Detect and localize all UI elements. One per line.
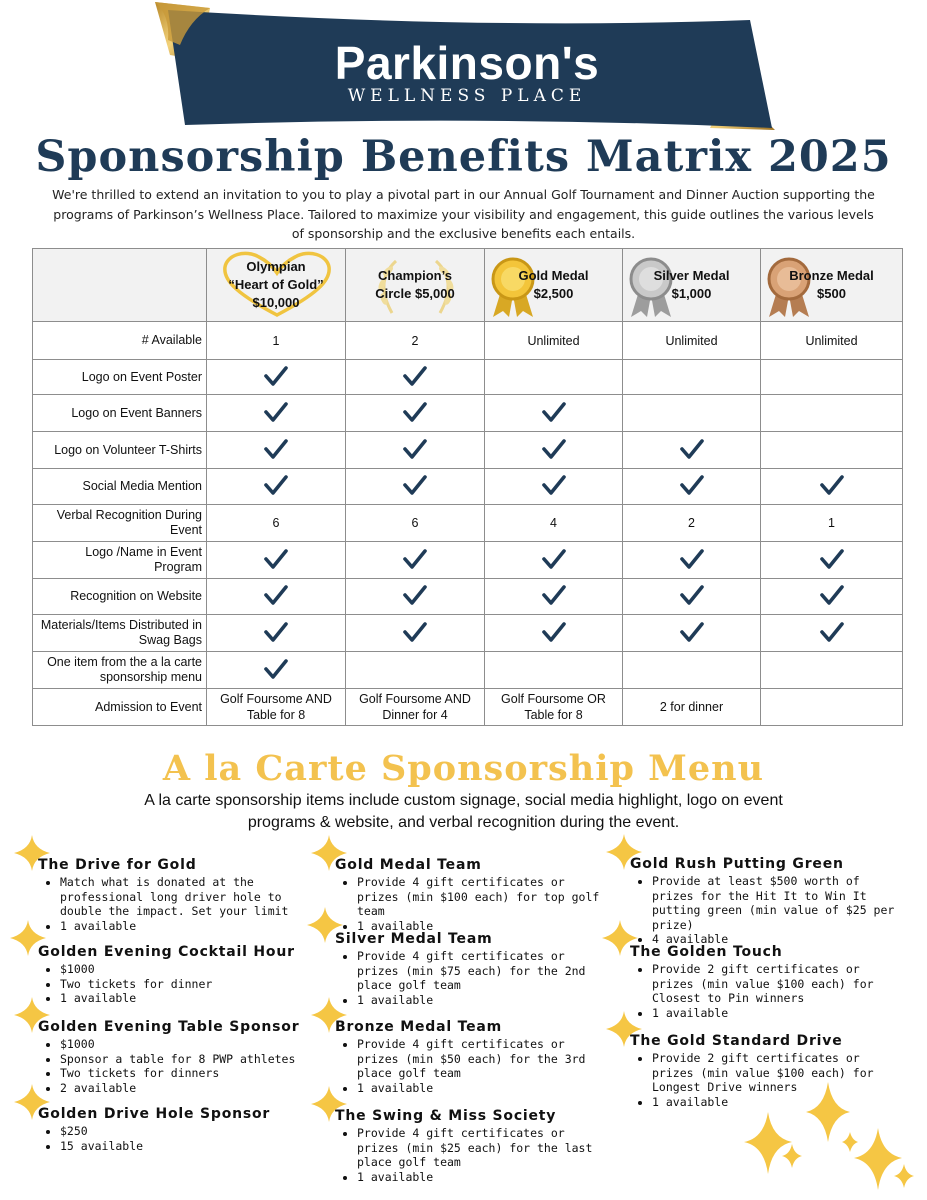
menu-item-bullets: [38, 875, 308, 933]
check-cell: [623, 542, 761, 579]
check-cell: [623, 432, 761, 469]
sparkle-icon: [307, 907, 343, 943]
menu-bullet: • Provide 4 gift certificates or prizes (min $100 each) for top golf team: [357, 875, 600, 919]
menu-item-title: Gold Rush Putting Green: [630, 856, 844, 872]
table-row: [33, 395, 903, 432]
checkmark-icon: [264, 584, 288, 606]
row-label: Logo on Event Poster: [33, 360, 207, 395]
value-cell: Unlimited: [761, 322, 903, 360]
value-cell: Golf Foursome OR Table for 8: [485, 689, 623, 726]
checkmark-icon: [403, 438, 427, 460]
checkmark-icon: [820, 584, 844, 606]
menu-item-title: Golden Drive Hole Sponsor: [38, 1106, 271, 1122]
checkmark-icon: [542, 474, 566, 496]
check-cell: [346, 579, 485, 615]
menu-item-bullets: [335, 875, 600, 933]
menu-item-bullets: [335, 1037, 600, 1095]
sparkle-icon: [311, 997, 347, 1033]
menu-item-title: Bronze Medal Team: [335, 1019, 503, 1035]
menu-item: [335, 1108, 600, 1184]
checkmark-icon: [680, 548, 704, 570]
menu-item-bullets: [335, 949, 600, 1007]
check-cell: [485, 395, 623, 432]
checkmark-icon: [680, 621, 704, 643]
value-cell: 6: [346, 505, 485, 542]
value-cell: [761, 652, 903, 689]
check-cell: [761, 469, 903, 505]
table-row: [33, 469, 903, 505]
menu-bullet: • Provide 2 gift certificates or prizes (min value $100 each) for Closest to Pin winners: [652, 962, 898, 1006]
value-cell: Unlimited: [623, 322, 761, 360]
menu-bullet: • Two tickets for dinner: [60, 977, 308, 992]
tier-bronze-price: $500: [817, 286, 846, 301]
value-cell: 6: [207, 505, 346, 542]
checkmark-icon: [820, 548, 844, 570]
checkmark-icon: [264, 548, 288, 570]
row-label: Materials/Items Distributed in Swag Bags: [33, 615, 207, 652]
menu-item: [38, 944, 308, 1006]
row-label: Logo on Event Banners: [33, 395, 207, 432]
matrix-body: [33, 322, 903, 726]
table-row: [33, 615, 903, 652]
checkmark-icon: [542, 621, 566, 643]
menu-bullet: • Provide 4 gift certificates or prizes (min $50 each) for the 3rd place golf team: [357, 1037, 600, 1081]
table-row: [33, 579, 903, 615]
menu-item-title: The Golden Touch: [630, 944, 783, 960]
checkmark-icon: [542, 584, 566, 606]
menu-bullet: • Two tickets for dinners: [60, 1066, 308, 1081]
row-label: Verbal Recognition During Event: [33, 505, 207, 542]
value-cell: [623, 360, 761, 395]
tier-silver-medal: [623, 249, 761, 322]
value-cell: 2: [346, 322, 485, 360]
menu-bullet: • 15 available: [60, 1139, 308, 1154]
tier-bronze-medal: [761, 249, 903, 322]
checkmark-icon: [542, 401, 566, 423]
tier-gold-price: $2,500: [533, 286, 574, 301]
check-cell: [761, 542, 903, 579]
check-cell: [485, 542, 623, 579]
value-cell: 4: [485, 505, 623, 542]
checkmark-icon: [403, 548, 427, 570]
checkmark-icon: [820, 474, 844, 496]
check-cell: [623, 469, 761, 505]
checkmark-icon: [680, 474, 704, 496]
menu-bullet: • $1000: [60, 962, 308, 977]
menu-item: [335, 1019, 600, 1095]
value-cell: [623, 652, 761, 689]
menu-item-bullets: [335, 1126, 600, 1184]
menu-item-bullets: [38, 1037, 308, 1095]
menu-bullet: • Provide at least $500 worth of prizes for the Hit It to Win It putting green (min value of $25 per prize): [652, 874, 898, 932]
table-row: [33, 360, 903, 395]
value-cell: [761, 432, 903, 469]
value-cell: [485, 652, 623, 689]
checkmark-icon: [542, 438, 566, 460]
menu-item: [38, 1106, 308, 1153]
value-cell: [485, 360, 623, 395]
checkmark-icon: [403, 474, 427, 496]
checkmark-icon: [403, 621, 427, 643]
check-cell: [207, 395, 346, 432]
check-cell: [207, 360, 346, 395]
checkmark-icon: [542, 548, 566, 570]
header-empty-cell: [33, 249, 207, 322]
value-cell: [346, 652, 485, 689]
check-cell: [346, 432, 485, 469]
check-cell: [207, 542, 346, 579]
sparkle-icon: [14, 1084, 50, 1120]
menu-bullet: • 1 available: [652, 1006, 898, 1021]
check-cell: [623, 579, 761, 615]
menu-bullet: • 4 available: [652, 932, 898, 947]
sparkle-cluster-icon: [738, 1082, 918, 1200]
menu-item-bullets: [630, 962, 898, 1020]
tier-olympian-price: $10,000: [252, 295, 300, 310]
menu-bullet: • Match what is donated at the professional long driver hole to double the impact. Set your limit: [60, 875, 308, 919]
value-cell: [761, 395, 903, 432]
check-cell: [623, 615, 761, 652]
menu-bullet: • Provide 4 gift certificates or prizes (min $75 each) for the 2nd place golf team: [357, 949, 600, 993]
tier-olympian-line2: “Heart of Gold”: [228, 277, 324, 292]
check-cell: [346, 469, 485, 505]
menu-bullet: • $1000: [60, 1037, 308, 1052]
row-label: Logo on Volunteer T-Shirts: [33, 432, 207, 469]
value-cell: Unlimited: [485, 322, 623, 360]
row-label: One item from the a la carte sponsorship menu: [33, 652, 207, 689]
menu-item: [335, 857, 600, 933]
check-cell: [485, 615, 623, 652]
brand-name: Parkinson's: [334, 37, 600, 89]
page-title: Sponsorship Benefits Matrix 2025: [35, 132, 892, 182]
menu-bullet: • 2 available: [60, 1081, 308, 1096]
table-row: [33, 689, 903, 726]
menu-item-title: Silver Medal Team: [335, 931, 493, 947]
menu-item-title: The Drive for Gold: [38, 857, 197, 873]
menu-bullet: • Sponsor a table for 8 PWP athletes: [60, 1052, 308, 1067]
tier-champions-circle: [346, 249, 485, 322]
sparkle-icon: [606, 1011, 642, 1047]
tier-silver-line1: Silver Medal: [653, 268, 730, 283]
sparkle-icon: [10, 920, 46, 956]
check-cell: [207, 652, 346, 689]
menu-bullet: • Provide 2 gift certificates or prizes (min value $100 each) for Longest Drive winners: [652, 1051, 898, 1095]
value-cell: 2 for dinner: [623, 689, 761, 726]
checkmark-icon: [264, 365, 288, 387]
sparkle-icon: [602, 920, 638, 956]
menu-bullet: • 1 available: [357, 1081, 600, 1096]
menu-item-title: The Swing & Miss Society: [335, 1108, 557, 1124]
value-cell: 1: [761, 505, 903, 542]
tier-olympian-line1: Olympian: [246, 259, 306, 274]
value-cell: 1: [207, 322, 346, 360]
menu-bullet: • 1 available: [357, 993, 600, 1008]
menu-item-bullets: [38, 1124, 308, 1153]
brand-subtitle: WELLNESS PLACE: [347, 86, 587, 106]
checkmark-icon: [403, 401, 427, 423]
checkmark-icon: [680, 438, 704, 460]
sparkle-icon: [606, 834, 642, 870]
menu-bullet: • 1 available: [357, 919, 600, 934]
checkmark-icon: [264, 474, 288, 496]
tier-champions-line2: Circle $5,000: [375, 286, 455, 301]
table-row: [33, 322, 903, 360]
check-cell: [761, 615, 903, 652]
check-cell: [485, 579, 623, 615]
tier-bronze-line1: Bronze Medal: [789, 268, 874, 283]
check-cell: [346, 395, 485, 432]
table-row: [33, 505, 903, 542]
menu-item: [630, 944, 898, 1020]
value-cell: [761, 360, 903, 395]
sparkle-icon: [14, 835, 50, 871]
row-label: Admission to Event: [33, 689, 207, 726]
tier-gold-line1: Gold Medal: [518, 268, 589, 283]
menu-item: [38, 1019, 308, 1095]
checkmark-icon: [264, 438, 288, 460]
menu-item: [335, 931, 600, 1007]
value-cell: Golf Foursome AND Dinner for 4: [346, 689, 485, 726]
sparkle-icon: [311, 835, 347, 871]
row-label: Recognition on Website: [33, 579, 207, 615]
value-cell: 2: [623, 505, 761, 542]
checkmark-icon: [680, 584, 704, 606]
checkmark-icon: [403, 365, 427, 387]
value-cell: [761, 689, 903, 726]
check-cell: [485, 432, 623, 469]
check-cell: [207, 615, 346, 652]
checkmark-icon: [403, 584, 427, 606]
check-cell: [207, 469, 346, 505]
menu-item-title: The Gold Standard Drive: [630, 1033, 843, 1049]
menu-item-title: Gold Medal Team: [335, 857, 482, 873]
value-cell: [623, 395, 761, 432]
menu-title: A la Carte Sponsorship Menu: [162, 748, 765, 789]
menu-bullet: • 1 available: [652, 1095, 898, 1110]
menu-item-bullets: [38, 962, 308, 1006]
row-label: # Available: [33, 322, 207, 360]
intro-paragraph: We're thrilled to extend an invitation to you to play a pivotal part in our Annual Golf Tournament and Dinner Auction supporting the programs of Parkinson’s Wellness Place. Tailored to maximize your visibility and engagement, this guide outlines the various levels of sponsorship and the exclusive benefits each entails.: [52, 187, 875, 241]
tier-champions-line1: Champion’s: [378, 268, 452, 283]
row-label: Social Media Mention: [33, 469, 207, 505]
checkmark-icon: [820, 621, 844, 643]
check-cell: [346, 615, 485, 652]
menu-intro: A la carte sponsorship items include custom signage, social media highlight, logo on event programs & website, and verbal recognition during the event.: [144, 792, 783, 831]
checkmark-icon: [264, 401, 288, 423]
checkmark-icon: [264, 658, 288, 680]
table-row: [33, 542, 903, 579]
tier-olympian: [207, 249, 346, 322]
check-cell: [207, 432, 346, 469]
menu-bullet: • 1 available: [60, 991, 308, 1006]
sparkle-icon: [14, 997, 50, 1033]
menu-item-title: Golden Evening Cocktail Hour: [38, 944, 295, 960]
menu-bullet: • 1 available: [357, 1170, 600, 1185]
sponsorship-matrix-table: [32, 248, 903, 726]
menu-item-bullets: [630, 874, 898, 947]
check-cell: [761, 579, 903, 615]
menu-bullet: • 1 available: [60, 919, 308, 934]
sparkle-icon: [311, 1086, 347, 1122]
check-cell: [346, 360, 485, 395]
checkmark-icon: [264, 621, 288, 643]
menu-item: [630, 856, 898, 947]
tier-gold-medal: [485, 249, 623, 322]
check-cell: [207, 579, 346, 615]
menu-item: [38, 857, 308, 933]
tier-header-row: [33, 249, 903, 322]
table-row: [33, 432, 903, 469]
value-cell: Golf Foursome AND Table for 8: [207, 689, 346, 726]
check-cell: [346, 542, 485, 579]
menu-bullet: • Provide 4 gift certificates or prizes (min $25 each) for the last place golf team: [357, 1126, 600, 1170]
check-cell: [485, 469, 623, 505]
menu-item-title: Golden Evening Table Sponsor: [38, 1019, 300, 1035]
tier-silver-price: $1,000: [671, 286, 712, 301]
row-label: Logo /Name in Event Program: [33, 542, 207, 579]
table-row: [33, 652, 903, 689]
menu-bullet: • $250: [60, 1124, 308, 1139]
